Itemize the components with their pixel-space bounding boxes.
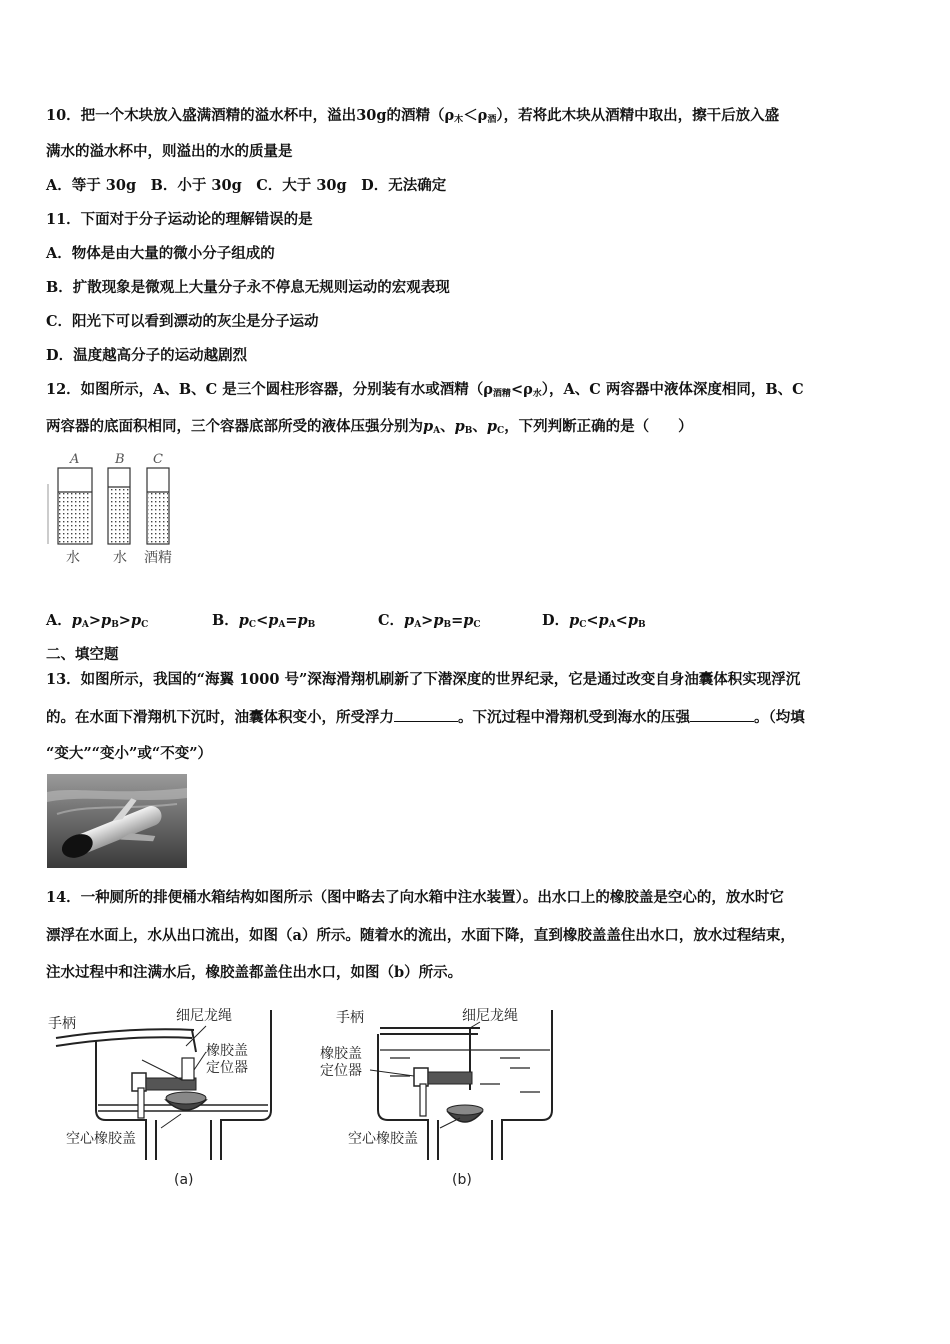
q12-line1: 12．如图所示，A、B、C 是三个圆柱形容器，分别装有水或酒精$(\rho_{酒精}<\rho_水)$，A、C 两容器中液体深度相同，B、C [46, 381, 804, 399]
liquid-b-label: 水 [113, 550, 127, 566]
q13-line2: 的。在水面下滑翔机下沉时，油囊体积变小，所受浮力 。下沉过程中滑翔机受到海水的压强 。（均填 [46, 709, 805, 726]
q12-option-d: D．$p_C<p_A<p_B$ [542, 612, 646, 630]
q11-stem: 11．下面对于分子运动论的理解错误的是 [46, 211, 313, 228]
q11-option-c: C．阳光下可以看到漂动的灰尘是分子运动 [46, 313, 319, 330]
container-b [108, 468, 130, 544]
label-cap-a: 空心橡胶盖 [66, 1131, 136, 1147]
q13-line3: “变大”“变小”或“不变”） [46, 745, 213, 762]
container-a [58, 468, 92, 544]
liquid-a-label: 水 [66, 550, 80, 566]
label-locator-a2: 定位器 [206, 1060, 248, 1076]
q12-option-b: B．$p_C<p_A=p_B$ [212, 612, 316, 630]
container-a-label: A [70, 452, 80, 467]
answer-blank-buoyancy[interactable] [394, 709, 458, 722]
q12-line2: 两容器的底面积相同，三个容器底部所受的液体压强分别为$p_A$、$p_B$、$p_C$，下列判断正确的是（ ） [46, 418, 693, 436]
label-locator-b1: 橡胶盖 [320, 1046, 362, 1062]
q12-option-c: C．$p_A>p_B=p_C$ [378, 612, 481, 630]
label-rope-b: 细尼龙绳 [462, 1008, 518, 1024]
q11-option-a: A．物体是由大量的微小分子组成的 [46, 245, 275, 262]
section-heading: 二、填空题 [46, 646, 119, 663]
container-c [147, 468, 169, 544]
label-rope-a: 细尼龙绳 [176, 1008, 232, 1024]
container-b-label: B [115, 452, 125, 467]
liquid-c-label: 酒精 [144, 550, 172, 566]
label-cap-b: 空心橡胶盖 [348, 1131, 418, 1147]
q10-options: A．等于 30g B．小于 30g C．大于 30g D．无法确定 [46, 177, 447, 194]
label-locator-a1: 橡胶盖 [206, 1043, 248, 1059]
label-locator-b2: 定位器 [320, 1063, 362, 1079]
container-c-label: C [153, 452, 163, 467]
toilet-tank-figure-b [320, 1000, 570, 1200]
underwater-glider-photo [47, 774, 187, 868]
q14-line1: 14．一种厕所的排便桶水箱结构如图所示（图中略去了向水箱中注水装置）。出水口上的橡胶盖是空心的，放水时它 [46, 889, 784, 906]
toilet-tank-figure-a [46, 1000, 286, 1200]
answer-blank-pressure[interactable] [690, 709, 754, 722]
q12-option-a: A．$p_A>p_B>p_C$ [46, 612, 149, 630]
q14-line3: 注水过程中和注满水后，橡胶盖都盖住出水口，如图（b）所示。 [46, 964, 463, 981]
q11-option-b: B．扩散现象是微观上大量分子永不停息无规则运动的宏观表现 [46, 279, 450, 296]
label-figure-b: (b) [452, 1172, 472, 1188]
q12-containers-figure [46, 448, 196, 568]
q10-line2: 满水的溢水杯中，则溢出的水的质量是 [46, 143, 293, 160]
label-figure-a: (a) [174, 1172, 194, 1188]
label-handle-b: 手柄 [336, 1010, 364, 1026]
label-handle-a: 手柄 [48, 1016, 76, 1032]
q10-line1: 10．把一个木块放入盛满酒精的溢水杯中，溢出30g的酒精$(\rho_木<\rho_酒)$，若将此木块从酒精中取出，擦干后放入盛 [46, 107, 780, 125]
q14-line2: 漂浮在水面上，水从出口流出，如图（a）所示。随着水的流出，水面下降，直到橡胶盖盖住出水口，放水过程结束， [46, 927, 795, 944]
q13-line1: 13．如图所示，我国的“海翼 1000 号”深海滑翔机刷新了下潜深度的世界纪录，它是通过改变自身油囊体积实现浮沉 [46, 671, 801, 688]
q11-option-d: D．温度越高分子的运动越剧烈 [46, 347, 248, 364]
